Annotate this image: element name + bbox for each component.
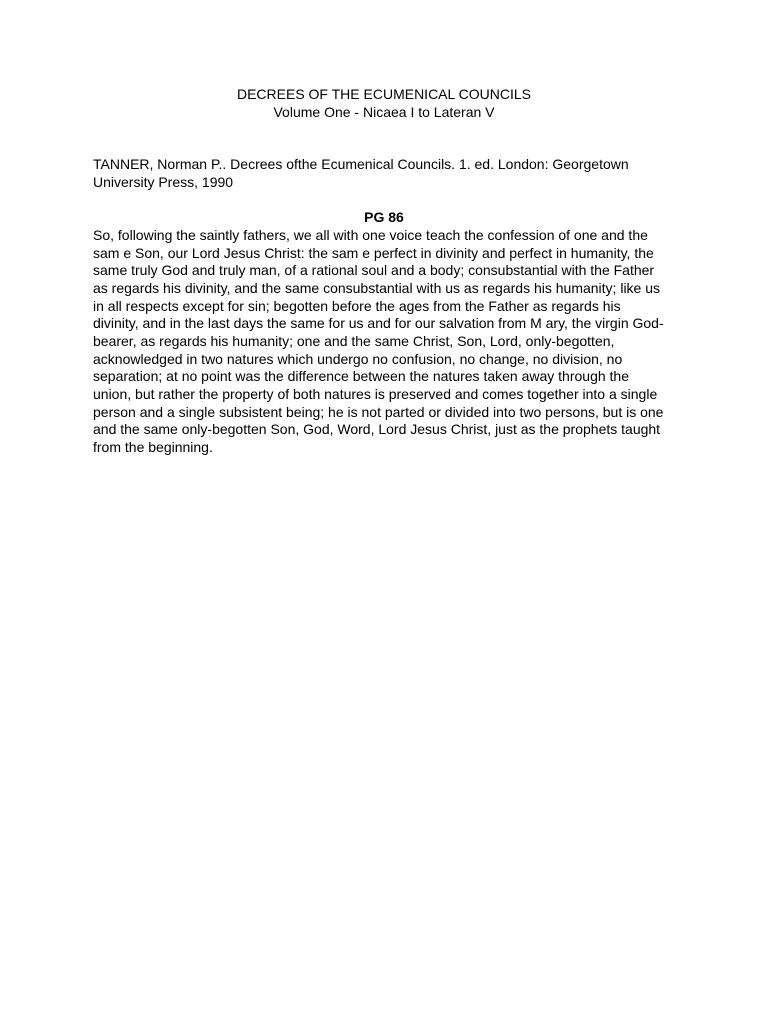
body-line: person and a single subsistent being; he is not parted or divided into two persons, but is one: [93, 403, 664, 420]
body-line: So, following the saintly fathers, we all with one voice teach the confession of one and the: [93, 227, 648, 243]
body-line: bearer, as regards his humanity; one and the same Christ, Son, Lord, only-begotten,: [93, 332, 615, 349]
citation-line: TANNER, Norman P.. Decrees ofthe Ecumenical Councils. 1. ed. London: Georgetown: [93, 156, 629, 172]
body-line: sam e Son, our Lord Jesus Christ: the sam e perfect in divinity and perfect in humanity, the: [93, 244, 654, 261]
body-paragraph: [93, 227, 678, 457]
body-line: separation; at no point was the difference between the natures taken away through the: [93, 368, 629, 385]
body-line: divinity, and in the last days the same for us and for our salvation from M ary, the virgin God-: [93, 315, 664, 332]
body-line: same truly God and truly man, of a rational soul and a body; consubstantial with the Father: [93, 262, 655, 279]
body-line: from the beginning.: [93, 438, 213, 455]
bibliographic-citation: [93, 156, 653, 191]
body-line: and the same only-begotten Son, God, Word, Lord Jesus Christ, just as the prophets taught: [93, 421, 661, 438]
body-line: union, but rather the property of both natures is preserved and comes together into a single: [93, 385, 658, 402]
body-line: acknowledged in two natures which undergo no confusion, no change, no division, no: [93, 350, 623, 367]
document-subtitle: Volume One - Nicaea I to Lateran V: [273, 103, 495, 120]
document-header: [0, 86, 768, 121]
body-line: as regards his divinity, and the same consubstantial with us as regards his humanity; like us: [93, 279, 661, 296]
citation-line: University Press, 1990: [93, 173, 234, 190]
document-title: DECREES OF THE ECUMENICAL COUNCILS: [236, 86, 532, 102]
page-reference: PG 86: [364, 209, 404, 225]
body-line: in all respects except for sin; begotten before the ages from the Father as regards his: [93, 297, 621, 314]
